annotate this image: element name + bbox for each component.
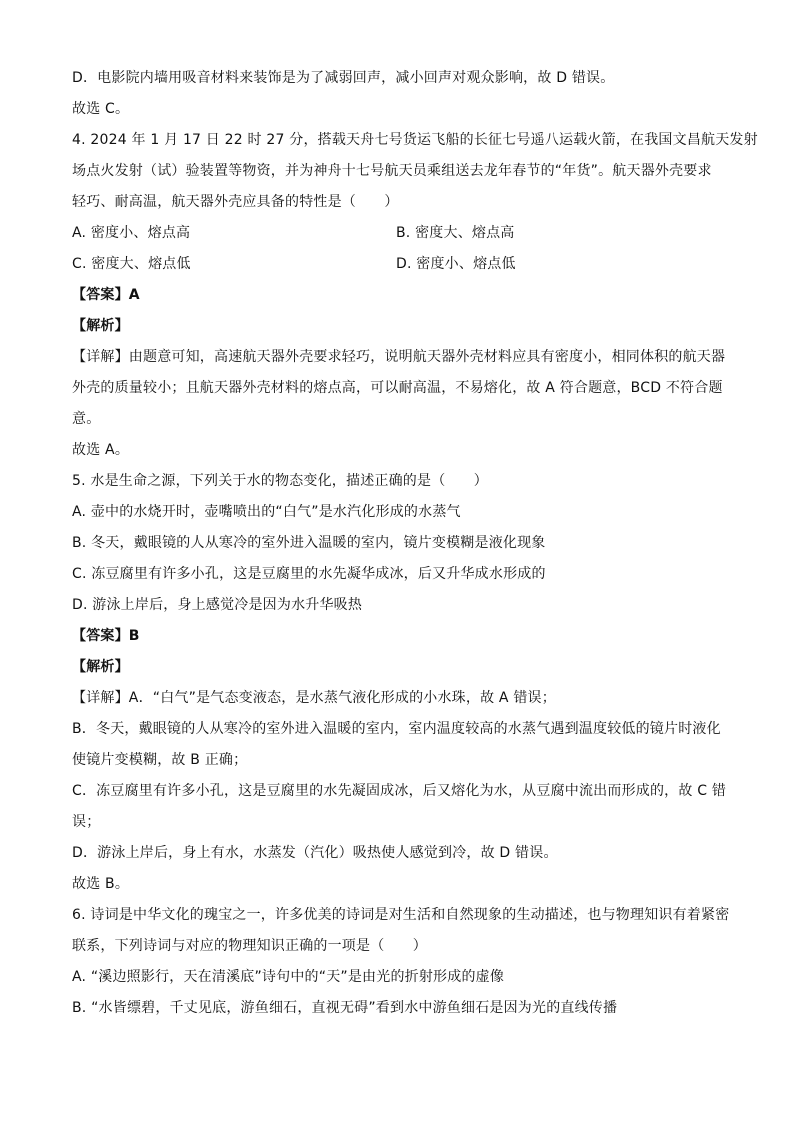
detail-text: 外壳的质量较小；且航天器外壳材料的熔点高，可以耐高温，不易熔化，故 A 符合题意，BCD 不符合题 [72, 380, 723, 396]
option-c: C. 密度大、熔点低 [72, 256, 191, 272]
text-line: 故选 C。 [72, 101, 130, 117]
option-b: B. “水皆缥碧，千丈见底，游鱼细石，直视无碍”看到水中游鱼细石是因为光的直线传播 [72, 1000, 618, 1016]
question-4-stem: 场点火发射（试）验装置等物资，并为神舟十七号航天员乘组送去龙年春节的“年货”。航天器外壳要求 [72, 163, 712, 179]
option-d: D. 游泳上岸后，身上感觉冷是因为水升华吸热 [72, 597, 363, 613]
text-line: 故选 B。 [72, 876, 130, 892]
analysis-label: 【解析】 [72, 659, 129, 675]
detail-text: 误； [72, 814, 101, 830]
answer-label: 【答案】B [72, 628, 140, 644]
answer-label: 【答案】A [72, 287, 140, 303]
detail-text: 意。 [72, 411, 101, 427]
question-6-stem: 联系，下列诗词与对应的物理知识正确的一项是（ ） [72, 938, 427, 954]
option-a: A. “溪边照影行，天在清溪底”诗句中的“天”是由光的折射形成的虚像 [72, 969, 505, 985]
question-4-stem: 4. 2024 年 1 月 17 日 22 时 27 分，搭载天舟七号货运飞船的长征七号遥八运载火箭，在我国文昌航天发射 [72, 132, 758, 148]
text-line: D．电影院内墙用吸音材料来装饰是为了减弱回声，减小回声对观众影响，故 D 错误。 [72, 70, 615, 86]
detail-text: 【详解】由题意可知，高速航天器外壳要求轻巧，说明航天器外壳材料应具有密度小，相同体积的航天器 [72, 349, 726, 365]
question-6-stem: 6. 诗词是中华文化的瑰宝之一，许多优美的诗词是对生活和自然现象的生动描述，也与物理知识有着紧密 [72, 907, 730, 923]
detail-text: 使镜片变模糊，故 B 正确； [72, 752, 248, 768]
question-5-stem: 5. 水是生命之源，下列关于水的物态变化，描述正确的是（ ） [72, 473, 489, 489]
analysis-label: 【解析】 [72, 318, 129, 334]
option-d: D. 密度小、熔点低 [396, 256, 516, 272]
option-a: A. 密度小、熔点高 [72, 225, 191, 241]
text-line: 故选 A。 [72, 442, 130, 458]
detail-text: C．冻豆腐里有许多小孔，这是豆腐里的水先凝固成冰，后又熔化为水，从豆腐中流出而形成的，故 C 错 [72, 783, 727, 799]
option-a: A. 壶中的水烧开时，壶嘴喷出的“白气”是水汽化形成的水蒸气 [72, 504, 461, 520]
option-c: C. 冻豆腐里有许多小孔，这是豆腐里的水先凝华成冰，后又升华成水形成的 [72, 566, 546, 582]
option-b: B. 密度大、熔点高 [396, 225, 515, 241]
detail-text: B．冬天，戴眼镜的人从寒冷的室外进入温暖的室内，室内温度较高的水蒸气遇到温度较低的镜片时液化 [72, 721, 721, 737]
detail-text: 【详解】A．“白气”是气态变液态，是水蒸气液化形成的小水珠，故 A 错误； [72, 690, 556, 706]
question-4-stem: 轻巧、耐高温，航天器外壳应具备的特性是（ ） [72, 194, 399, 210]
detail-text: D．游泳上岸后，身上有水，水蒸发（汽化）吸热使人感觉到冷，故 D 错误。 [72, 845, 558, 861]
option-b: B. 冬天，戴眼镜的人从寒冷的室外进入温暖的室内，镜片变模糊是液化现象 [72, 535, 546, 551]
